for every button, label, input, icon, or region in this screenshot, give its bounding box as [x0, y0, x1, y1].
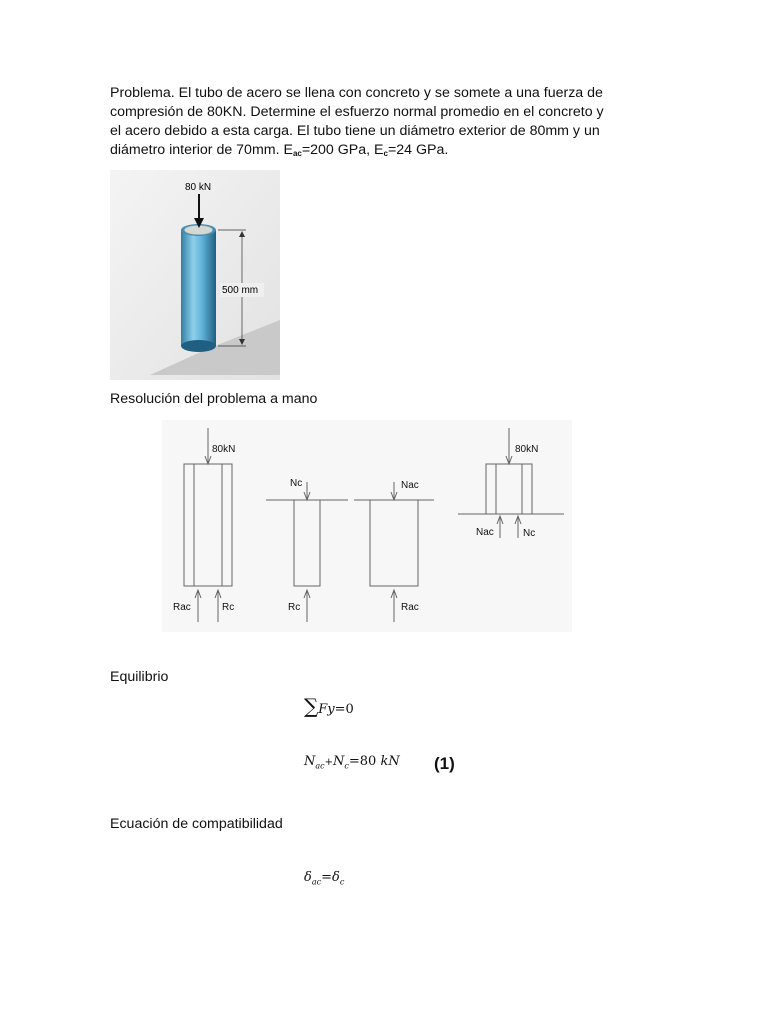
delta-c-symbol: δ [331, 870, 340, 885]
section-equilibrium-heading: Equilibrio [110, 669, 169, 685]
section-compat-heading: Ecuación de compatibilidad [110, 816, 283, 832]
e-c-value: =24 GPa. [387, 142, 449, 158]
e-symbol-c: E [374, 142, 384, 158]
problem-line-1: Problema. El tubo de acero se llena con concreto y se somete a una fuerza de [110, 85, 603, 101]
tube-bottom [181, 340, 216, 352]
fbd2-top-label: Nc [290, 478, 303, 489]
fbd4-load-label: 80kN [515, 444, 539, 455]
fbd3-top-label: Nac [401, 480, 419, 491]
fbd1-load-label: 80kN [212, 444, 236, 455]
tube-body [181, 230, 216, 346]
e-ac-subscript: ac [292, 149, 302, 158]
equation-1 [304, 754, 400, 771]
e-symbol-ac: E [283, 142, 293, 158]
fbd-figure [162, 420, 572, 632]
eq1-equals: =80 [348, 754, 377, 769]
problem-statement [110, 84, 670, 163]
problem-line-4 [110, 141, 670, 163]
sigma-symbol: ∑ [304, 694, 319, 718]
e-c-subscript: c [383, 149, 388, 158]
column-figure [110, 170, 280, 380]
plus-sign: + [324, 757, 334, 768]
sum-fy-equation [304, 694, 354, 718]
fy-variable: Fy [318, 702, 335, 717]
delta-ac-subscript: ac [311, 877, 322, 887]
n-ac-subscript: ac [315, 761, 325, 771]
fbd4-r-right-label: Nc [523, 528, 536, 539]
problem-line-2: compresión de 80KN. Determine el esfuerzo normal promedio en el concreto y [110, 104, 604, 120]
delta-ac-symbol: δ [304, 870, 312, 885]
section-hand-heading: Resolución del problema a mano [110, 391, 318, 407]
sum-rhs: =0 [334, 702, 354, 717]
length-label: 500 mm [222, 285, 259, 296]
compat-equals: = [321, 870, 332, 885]
n-ac-symbol: N [304, 754, 316, 769]
fbd1-r-left-label: Rac [173, 602, 191, 613]
fbd3-bottom-label: Rac [401, 602, 419, 613]
delta-c-subscript: c [339, 877, 345, 887]
fbd1-r-right-label: Rc [222, 602, 235, 613]
eq1-unit: kN [380, 754, 400, 769]
fbd2-bottom-label: Rc [288, 602, 301, 613]
load-label: 80 kN [185, 182, 212, 193]
problem-line-4-text: diámetro interior de 70mm. [110, 142, 280, 158]
equation-number-1: (1) [434, 754, 455, 773]
e-ac-value: =200 GPa, [301, 142, 371, 158]
compat-equation [304, 870, 344, 887]
n-c-subscript: c [344, 761, 349, 771]
problem-line-3: el acero debido a esta carga. El tubo tiene un diámetro exterior de 80mm y un [110, 123, 600, 139]
n-c-symbol: N [333, 754, 345, 769]
fbd4-r-left-label: Nac [476, 527, 494, 538]
